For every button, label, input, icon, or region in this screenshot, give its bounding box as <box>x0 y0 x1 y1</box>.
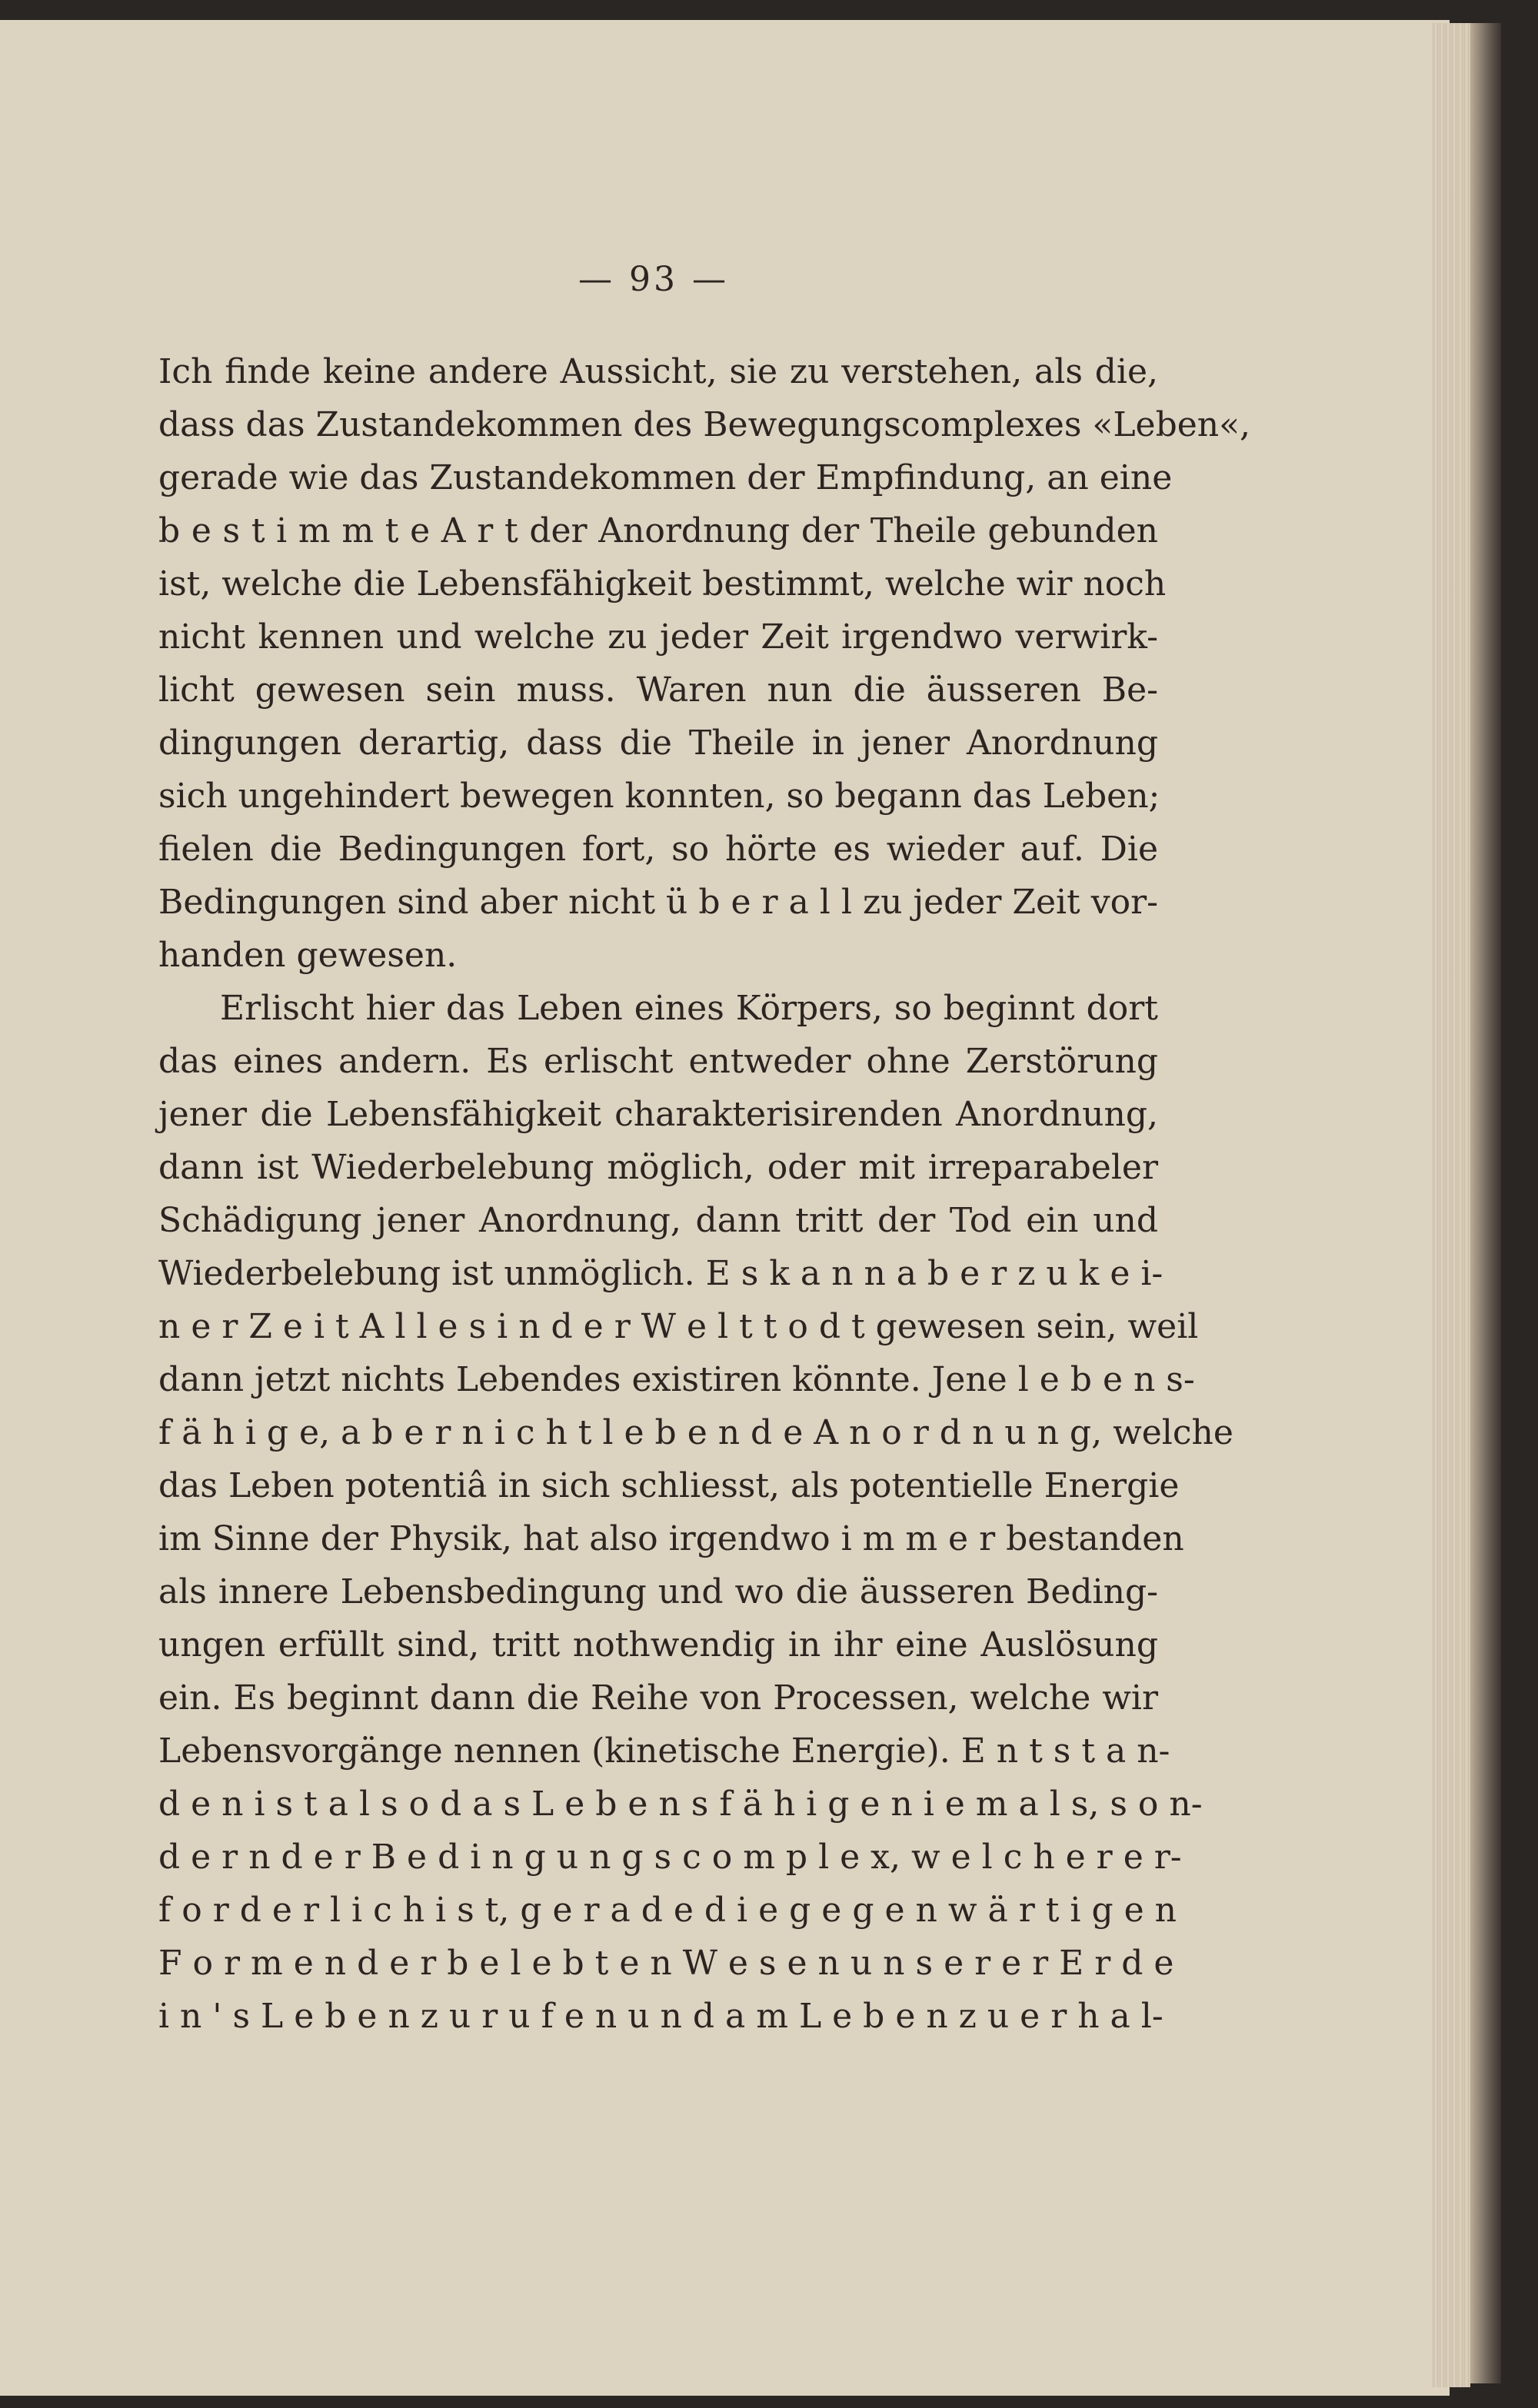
text-line: Lebensvorgänge nennen (kinetische Energie). E n t s t a n- <box>158 1731 1170 1771</box>
text-line: Bedingungen sind aber nicht ü b e r a l l zu jeder Zeit vor- <box>158 883 1158 922</box>
text-line: handen gewesen. <box>158 936 458 975</box>
text-line: fielen die Bedingungen fort, so hörte es wieder auf. Die <box>158 830 1158 869</box>
text-line: Erlischt hier das Leben eines Körpers, so beginnt dort <box>220 989 1158 1028</box>
text-line: f o r d e r l i c h i s t, g e r a d e d i e g e g e n w ä r t i g e n <box>158 1891 1177 1930</box>
text-line: dann jetzt nichts Lebendes existiren könnte. Jene l e b e n s- <box>158 1360 1195 1399</box>
text-line: f ä h i g e, a b e r n i c h t l e b e n d e A n o r d n u n g, welche <box>158 1413 1233 1452</box>
text-line: d e r n d e r B e d i n g u n g s c o m p l e x, w e l c h e r e r- <box>158 1838 1182 1877</box>
text-line: F o r m e n d e r b e l e b t e n W e s e n u n s e r e r E r d e <box>158 1944 1174 1983</box>
text-line: n e r Z e i t A l l e s i n d e r W e l t t o d t gewesen sein, weil <box>158 1307 1199 1346</box>
text-line: Wiederbelebung ist unmöglich. E s k a n n a b e r z u k e i- <box>158 1254 1163 1293</box>
text-line: jener die Lebensfähigkeit charakterisirenden Anordnung, <box>158 1095 1158 1134</box>
text-line: im Sinne der Physik, hat also irgendwo i m m e r bestanden <box>158 1519 1184 1558</box>
text-line: das Leben potentiâ in sich schliesst, als potentielle Energie <box>158 1466 1180 1505</box>
text-line: ist, welche die Lebensfähigkeit bestimmt, welche wir noch <box>158 564 1167 604</box>
text-line: ungen erfüllt sind, tritt nothwendig in ihr eine Auslösung <box>158 1625 1158 1665</box>
text-line: Ich finde keine andere Aussicht, sie zu verstehen, als die, <box>158 352 1158 391</box>
text-line: dass das Zustandekommen des Bewegungscomplexes «Leben«, <box>158 405 1251 444</box>
text-line: licht gewesen sein muss. Waren nun die äusseren Be- <box>158 670 1158 710</box>
text-line: gerade wie das Zustandekommen der Empfindung, an eine <box>158 458 1173 497</box>
text-line: das eines andern. Es erlischt entweder ohne Zerstörung <box>158 1042 1158 1081</box>
text-line: i n ' s L e b e n z u r u f e n u n d a m L e b e n z u e r h a l- <box>158 1997 1163 2036</box>
text-line: Schädigung jener Anordnung, dann tritt der Tod ein und <box>158 1201 1158 1240</box>
text-line: b e s t i m m t e A r t der Anordnung der Theile gebunden <box>158 511 1158 550</box>
text-line: ein. Es beginnt dann die Reihe von Processen, welche wir <box>158 1678 1158 1718</box>
text-line: als innere Lebensbedingung und wo die äusseren Beding- <box>158 1572 1158 1611</box>
page-number: — 93 — <box>578 260 729 299</box>
page-edges <box>1432 23 1470 2387</box>
text-line: dingungen derartig, dass die Theile in jener Anordnung <box>158 723 1158 763</box>
text-line: sich ungehindert bewegen konnten, so begann das Leben; <box>158 777 1160 816</box>
book-spine <box>1470 23 1501 2383</box>
text-line: dann ist Wiederbelebung möglich, oder mit irreparabeler <box>158 1148 1158 1187</box>
text-line: nicht kennen und welche zu jeder Zeit irgendwo verwirk- <box>158 617 1158 657</box>
text-line: d e n i s t a l s o d a s L e b e n s f ä h i g e n i e m a l s, s o n- <box>158 1784 1203 1824</box>
